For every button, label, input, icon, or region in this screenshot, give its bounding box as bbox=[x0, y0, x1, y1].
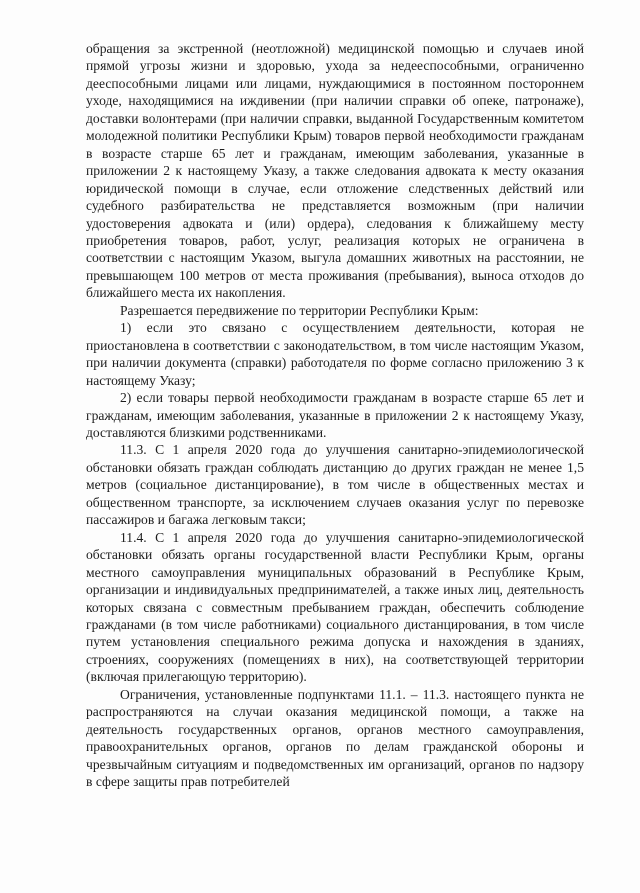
paragraph-allowed-movement: Разрешается передвижение по территории Республики Крым: bbox=[120, 302, 479, 318]
paragraph-restrictions-scope: Ограничения, установленные подпунктами 11.1. – 11.3. настоящего пункта не распространяются на случаи оказания медицинской помощи, а также на деятельность государственных органов, органов местного самоуправления, правоохранительных органов, органов по делам гражданской обороны и чрезвычайным ситуациям и подведомственных им организаций, органов по надзору в сфере защиты прав потребителей bbox=[86, 686, 584, 790]
paragraph-movement-exceptions: обращения за экстренной (неотложной) медицинской помощью и случаев иной прямой угрозы жизни и здоровью, ухода за недееспособными, ограниченно дееспособными лицами или лицами, нуждающимися в постоянном постороннем уходе, находящимися на иждивении (при наличии справки об опеке, патронаже), доставки волонтерами (при наличии справки, выданной Государственным комитетом молодежной политики Республики Крым) товаров первой необходимости гражданам в возрасте старше 65 лет и гражданам, имеющим заболевания, указанные в приложении 2 к настоящему Указу, а также следования адвоката к месту оказания юридической помощи в случае, если отложение следственных действий или судебного разбирательства не представляется возможным (при наличии удостоверения адвоката и (или) ордера), следования к ближайшему месту приобретения товаров, работ, услуг, реализация которых не ограничена в соответствии с настоящим Указом, выгула домашних животных на расстоянии, не превышающем 100 метров от места проживания (пребывания), выноса отходов до ближайшего места их накопления. bbox=[86, 41, 584, 301]
paragraph-item-2: 2) если товары первой необходимости гражданам в возрасте старше 65 лет и гражданам, имеющим заболевания, указанные в приложении 2 к настоящему Указу, доставляются близкими родственниками. bbox=[86, 390, 584, 440]
document-body bbox=[86, 40, 584, 790]
paragraph-11-3: 11.3. С 1 апреля 2020 года до улучшения санитарно-эпидемиологической обстановки обязать граждан соблюдать дистанцию до других граждан не менее 1,5 метров (социальное дистанцирование), в том числе в общественных местах и общественном транспорте, за исключением случаев оказания услуг по перевозке пассажиров и багажа легковым такси; bbox=[86, 442, 584, 528]
paragraph-item-1: 1) если это связано с осуществлением деятельности, которая не приостановлена в соответствии с законодательством, в том числе настоящим Указом, при наличии документа (справки) работодателя по форме согласно приложению 3 к настоящему Указу; bbox=[86, 320, 584, 388]
paragraph-11-4: 11.4. С 1 апреля 2020 года до улучшения санитарно-эпидемиологической обстановки обязать органы государственной власти Республики Крым, органы местного самоуправления муниципальных образований в Республике Крым, организации и индивидуальных предпринимателей, а также иных лиц, деятельность которых связана с совместным пребыванием граждан, обеспечить соблюдение гражданами (в том числе работниками) социального дистанцирования, в том числе путем установления специального режима допуска и нахождения в зданиях, строениях, сооружениях (помещениях в них), на соответствующей территории (включая прилегающую территорию). bbox=[86, 529, 584, 685]
